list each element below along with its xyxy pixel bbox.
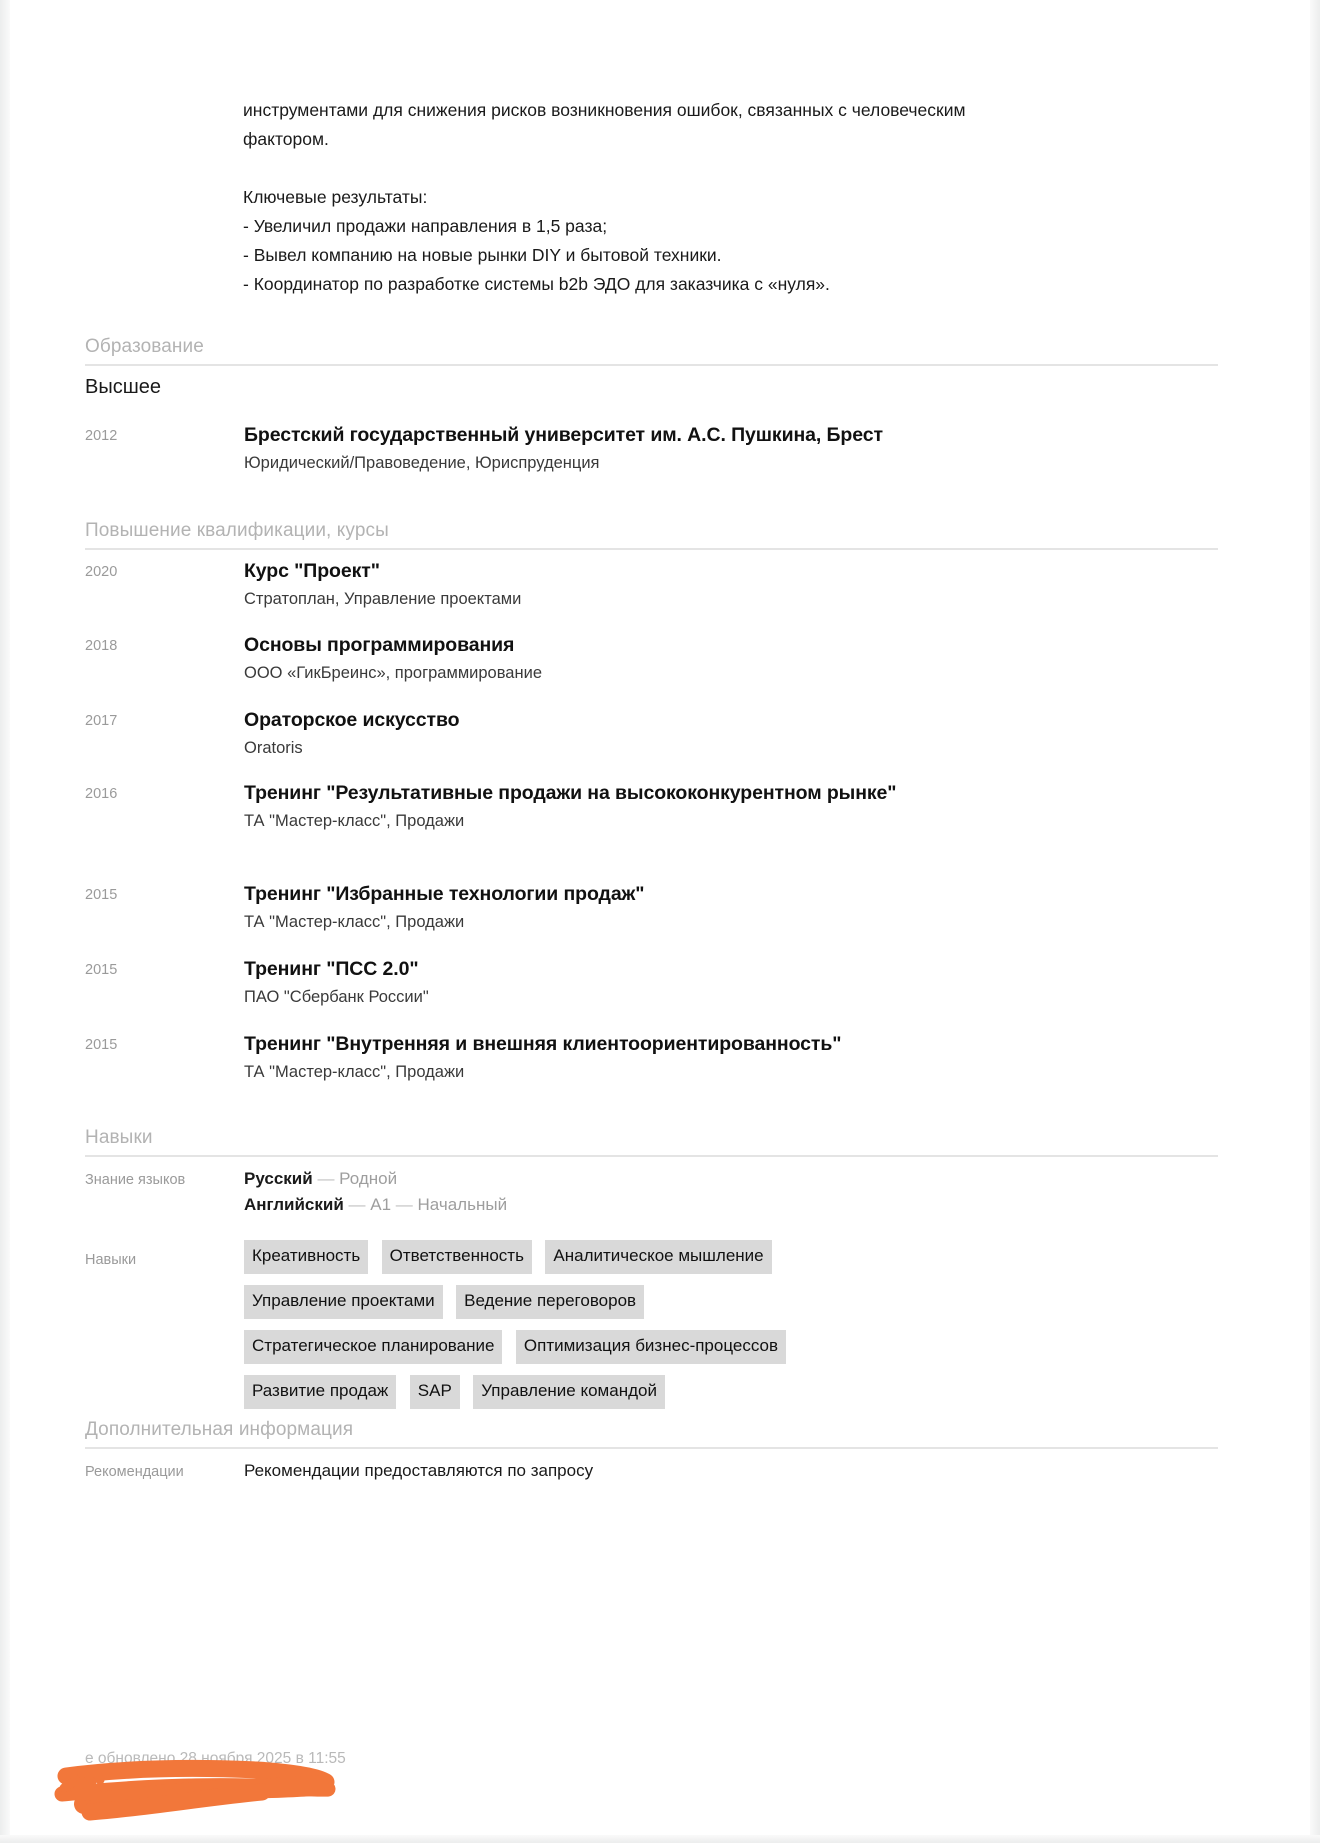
course-provider: Стратоплан, Управление проектами bbox=[244, 590, 522, 608]
section-header-education: Образование bbox=[85, 336, 1218, 366]
section-header-additional: Дополнительная информация bbox=[85, 1419, 1218, 1449]
section-header-skills: Навыки bbox=[85, 1127, 1218, 1157]
recommendations-label: Рекомендации bbox=[85, 1464, 184, 1480]
education-faculty: Юридический/Правоведение, Юриспруденция bbox=[244, 454, 600, 472]
course-title: Тренинг "Избранные технологии продаж" bbox=[244, 883, 645, 905]
language-name: Английский bbox=[244, 1195, 344, 1214]
education-entry bbox=[85, 422, 1225, 476]
recommendations-row bbox=[85, 1458, 1225, 1484]
language-name: Русский bbox=[244, 1169, 313, 1188]
resume-updated-timestamp: е обновлено 28 ноября 2025 в 11:55 bbox=[85, 1750, 346, 1767]
key-results-heading: Ключевые результаты: bbox=[243, 187, 428, 207]
page-bottom-edge bbox=[0, 1835, 1320, 1843]
course-provider: ПАО "Сбербанк России" bbox=[244, 988, 429, 1006]
language-level: Родной bbox=[339, 1169, 398, 1188]
course-entry bbox=[85, 1031, 1225, 1085]
course-entry-body bbox=[244, 1031, 1225, 1085]
skills-label: Навыки bbox=[85, 1252, 137, 1268]
education-institution: Брестский государственный университет им. А.С. Пушкина, Брест bbox=[244, 424, 883, 446]
language-dash: — bbox=[317, 1169, 335, 1188]
course-entry-body bbox=[244, 780, 1004, 834]
course-entry bbox=[85, 558, 1225, 612]
course-provider: ТА "Мастер-класс", Продажи bbox=[244, 913, 465, 931]
skill-tag[interactable]: Управление проектами bbox=[244, 1285, 443, 1319]
course-title: Тренинг "ПСС 2.0" bbox=[244, 958, 419, 980]
course-provider: Oratoris bbox=[244, 739, 303, 757]
page-right-edge bbox=[1310, 0, 1320, 1843]
skill-tag-list bbox=[244, 1240, 1144, 1420]
course-year: 2018 bbox=[85, 638, 118, 654]
languages-row bbox=[85, 1166, 1225, 1218]
intro-paragraph: инструментами для снижения рисков возникновения ошибок, связанных с человеческим фактором. bbox=[243, 100, 966, 149]
course-year: 2020 bbox=[85, 564, 118, 580]
course-entry-body bbox=[244, 956, 1225, 1010]
skill-tag[interactable]: Развитие продаж bbox=[244, 1375, 396, 1409]
course-entry bbox=[85, 780, 1085, 834]
course-entry bbox=[85, 632, 1225, 686]
recommendations-value: Рекомендации предоставляются по запросу bbox=[244, 1461, 594, 1480]
key-result-item: - Увеличил продажи направления в 1,5 раза; bbox=[243, 216, 608, 236]
skill-tag[interactable]: Ведение переговоров bbox=[456, 1285, 644, 1319]
skill-tag[interactable]: Ответственность bbox=[382, 1240, 532, 1274]
course-year: 2017 bbox=[85, 713, 118, 729]
language-level: Начальный bbox=[417, 1195, 508, 1214]
course-entry bbox=[85, 707, 1225, 761]
course-title: Тренинг "Результативные продажи на высококонкурентном рынке" bbox=[244, 782, 897, 804]
skill-tag[interactable]: Креативность bbox=[244, 1240, 368, 1274]
course-year: 2015 bbox=[85, 1037, 118, 1053]
skills-row bbox=[85, 1240, 1225, 1420]
key-result-item: - Координатор по разработке системы b2b ЭДО для заказчика с «нуля». bbox=[243, 274, 830, 294]
languages-list bbox=[244, 1166, 1225, 1218]
course-title: Тренинг "Внутренняя и внешняя клиентоориентированность" bbox=[244, 1033, 842, 1055]
language-code: A1 bbox=[370, 1195, 392, 1214]
language-dash: — bbox=[348, 1195, 366, 1214]
language-dash: — bbox=[395, 1195, 413, 1214]
languages-label: Знание языков bbox=[85, 1172, 186, 1188]
section-header-courses: Повышение квалификации, курсы bbox=[85, 520, 1218, 550]
course-title: Ораторское искусство bbox=[244, 709, 460, 731]
language-item bbox=[244, 1192, 1225, 1218]
course-provider: ТА "Мастер-класс", Продажи bbox=[244, 1063, 465, 1081]
course-year: 2016 bbox=[85, 786, 118, 802]
course-entry-body bbox=[244, 558, 1225, 612]
course-entry-body bbox=[244, 881, 1225, 935]
education-year: 2012 bbox=[85, 428, 118, 444]
experience-continuation-text bbox=[243, 96, 1033, 299]
course-provider: ООО «ГикБреинс», программирование bbox=[244, 664, 542, 682]
course-entry bbox=[85, 881, 1225, 935]
intro-spacer bbox=[243, 154, 1033, 183]
education-level: Высшее bbox=[85, 376, 162, 398]
skill-tag[interactable]: Оптимизация бизнес-процессов bbox=[516, 1330, 786, 1364]
course-entry-body bbox=[244, 632, 1225, 686]
course-title: Основы программирования bbox=[244, 634, 515, 656]
page-left-edge bbox=[0, 0, 10, 1843]
course-title: Курс "Проект" bbox=[244, 560, 380, 582]
course-year: 2015 bbox=[85, 962, 118, 978]
education-entry-body bbox=[244, 422, 1225, 476]
course-entry-body bbox=[244, 707, 1225, 761]
course-entry bbox=[85, 956, 1225, 1010]
key-result-item: - Вывел компанию на новые рынки DIY и бытовой техники. bbox=[243, 245, 722, 265]
language-item bbox=[244, 1166, 1225, 1192]
skill-tag[interactable]: Стратегическое планирование bbox=[244, 1330, 502, 1364]
skill-tag[interactable]: Управление командой bbox=[473, 1375, 665, 1409]
skill-tag[interactable]: Аналитическое мышление bbox=[545, 1240, 771, 1274]
course-year: 2015 bbox=[85, 887, 118, 903]
skill-tag[interactable]: SAP bbox=[410, 1375, 460, 1409]
course-provider: ТА "Мастер-класс", Продажи bbox=[244, 812, 465, 830]
